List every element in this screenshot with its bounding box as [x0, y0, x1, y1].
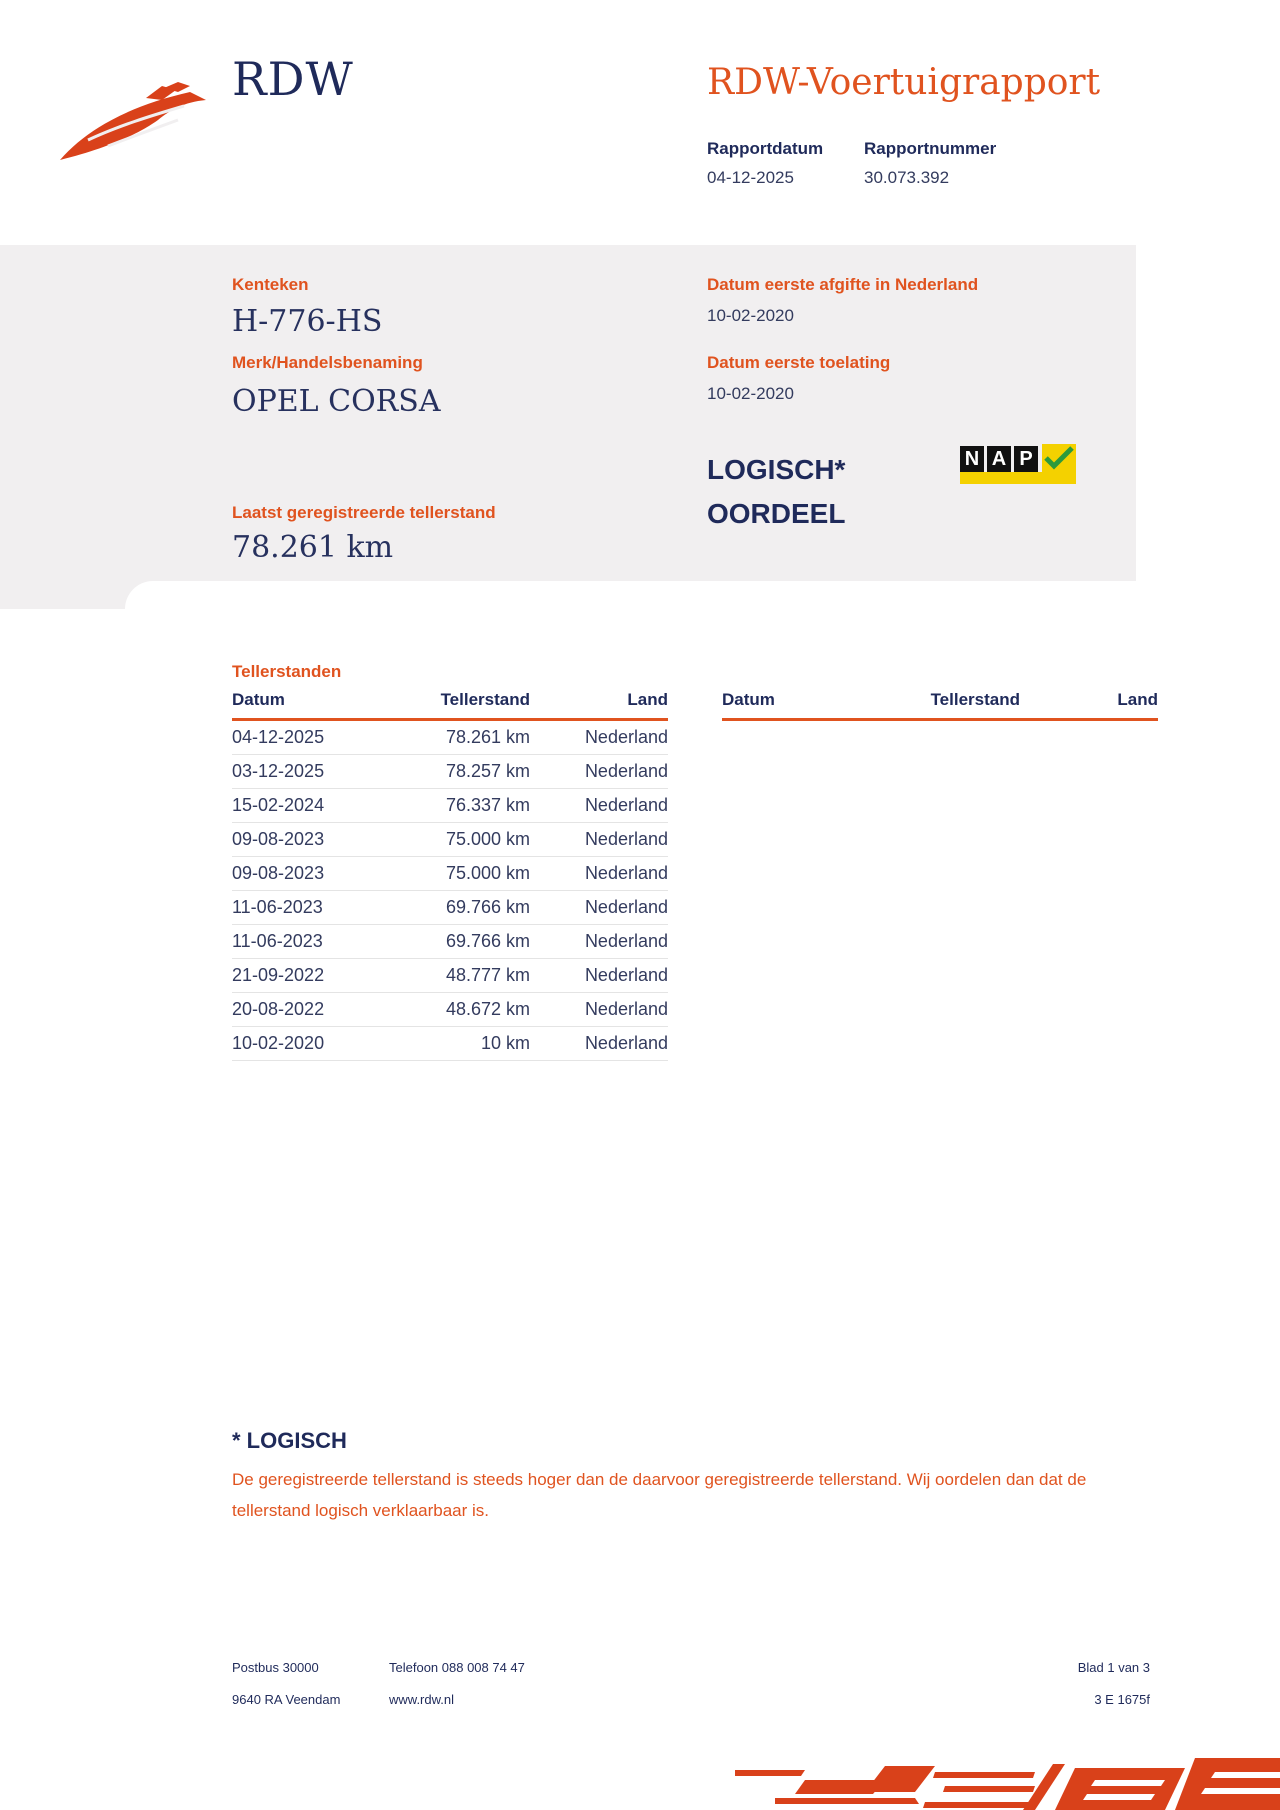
cell-date: 11-06-2023 [232, 891, 382, 925]
table-row [232, 823, 668, 857]
footer-code: 3 E 1675f [1094, 1692, 1150, 1707]
first-admission-label: Datum eerste toelating [707, 353, 891, 372]
table-row [232, 789, 668, 823]
footnote-text: De geregistreerde tellerstand is steeds hoger dan de daarvoor geregistreerde tellerstand. Wij oordelen dan dat de tellerstand logisch verklaarbaar is. [232, 1470, 1087, 1520]
col-date-header: Datum [232, 690, 382, 720]
cell-odometer: 69.766 km [382, 891, 530, 925]
table-row [232, 1027, 668, 1061]
report-date: 04-12-2025 [707, 168, 794, 187]
cell-country: Nederland [530, 925, 668, 959]
cell-odometer: 10 km [382, 1027, 530, 1061]
first-nl-date: 10-02-2020 [707, 306, 794, 325]
rdw-footer-stripes [735, 1758, 1280, 1810]
footer-website: www.rdw.nl [389, 1692, 455, 1707]
table-header-row [722, 690, 1158, 720]
odometer-table [232, 690, 668, 1061]
table-row [232, 925, 668, 959]
make-value: OPEL CORSA [232, 384, 441, 419]
cell-odometer: 48.777 km [382, 959, 530, 993]
table-row [232, 720, 668, 755]
cell-odometer: 78.261 km [382, 720, 530, 755]
first-nl-label: Datum eerste afgifte in Nederland [707, 275, 979, 294]
odometer-table-title: Tellerstanden [232, 662, 342, 681]
cell-date: 04-12-2025 [232, 720, 382, 755]
cell-date: 09-08-2023 [232, 823, 382, 857]
footnote-title: * LOGISCH [232, 1428, 347, 1453]
table-row [232, 959, 668, 993]
cell-country: Nederland [530, 857, 668, 891]
make-label: Merk/Handelsbenaming [232, 353, 423, 372]
verdict-line1: LOGISCH* [707, 454, 846, 485]
cell-country: Nederland [530, 891, 668, 925]
cell-date: 09-08-2023 [232, 857, 382, 891]
cell-date: 03-12-2025 [232, 755, 382, 789]
cell-odometer: 75.000 km [382, 857, 530, 891]
cell-country: Nederland [530, 993, 668, 1027]
brand-name: RDW [232, 52, 354, 106]
table-header-row [232, 690, 668, 720]
col-odometer-header: Tellerstand [872, 690, 1020, 720]
plate-value: H-776-HS [232, 304, 383, 339]
col-country-header: Land [1020, 690, 1158, 720]
cell-country: Nederland [530, 1027, 668, 1061]
cell-odometer: 78.257 km [382, 755, 530, 789]
cell-country: Nederland [530, 823, 668, 857]
col-odometer-header: Tellerstand [382, 690, 530, 720]
table-row [232, 891, 668, 925]
nap-letter-a: A [987, 446, 1011, 472]
footer-page-number: Blad 1 van 3 [1077, 1660, 1150, 1675]
footer-address-line2: 9640 RA Veendam [232, 1692, 341, 1707]
vehicle-summary-panel [0, 245, 1136, 581]
plate-label: Kenteken [232, 275, 309, 294]
cell-date: 11-06-2023 [232, 925, 382, 959]
cell-country: Nederland [530, 959, 668, 993]
cell-odometer: 69.766 km [382, 925, 530, 959]
odometer-value: 78.261 km [232, 530, 394, 565]
nap-letter-n: N [960, 446, 984, 472]
col-date-header: Datum [722, 690, 872, 720]
odometer-table-right [722, 690, 1158, 721]
footer-address-line1: Postbus 30000 [232, 1660, 319, 1675]
report-number-label: Rapportnummer [864, 139, 997, 158]
check-icon [1042, 444, 1076, 474]
table-row [232, 755, 668, 789]
cell-date: 21-09-2022 [232, 959, 382, 993]
cell-odometer: 76.337 km [382, 789, 530, 823]
nap-letter-p: P [1014, 446, 1038, 472]
cell-country: Nederland [530, 755, 668, 789]
report-number: 30.073.392 [864, 168, 950, 187]
rdw-wing-logo [58, 80, 208, 162]
cell-odometer: 75.000 km [382, 823, 530, 857]
table-row [232, 993, 668, 1027]
first-admission-date: 10-02-2020 [707, 384, 794, 403]
cell-country: Nederland [530, 789, 668, 823]
footer-phone: Telefoon 088 008 74 47 [389, 1660, 525, 1675]
cell-country: Nederland [530, 720, 668, 755]
odometer-label: Laatst geregistreerde tellerstand [232, 503, 496, 522]
cell-odometer: 48.672 km [382, 993, 530, 1027]
report-date-label: Rapportdatum [707, 139, 824, 158]
cell-date: 20-08-2022 [232, 993, 382, 1027]
cell-date: 15-02-2024 [232, 789, 382, 823]
report-title: RDW-Voertuigrapport [707, 62, 1101, 103]
verdict-line2: OORDEEL [707, 498, 846, 529]
col-country-header: Land [530, 690, 668, 720]
table-row [232, 857, 668, 891]
cell-date: 10-02-2020 [232, 1027, 382, 1061]
nap-badge-icon [960, 446, 1076, 490]
